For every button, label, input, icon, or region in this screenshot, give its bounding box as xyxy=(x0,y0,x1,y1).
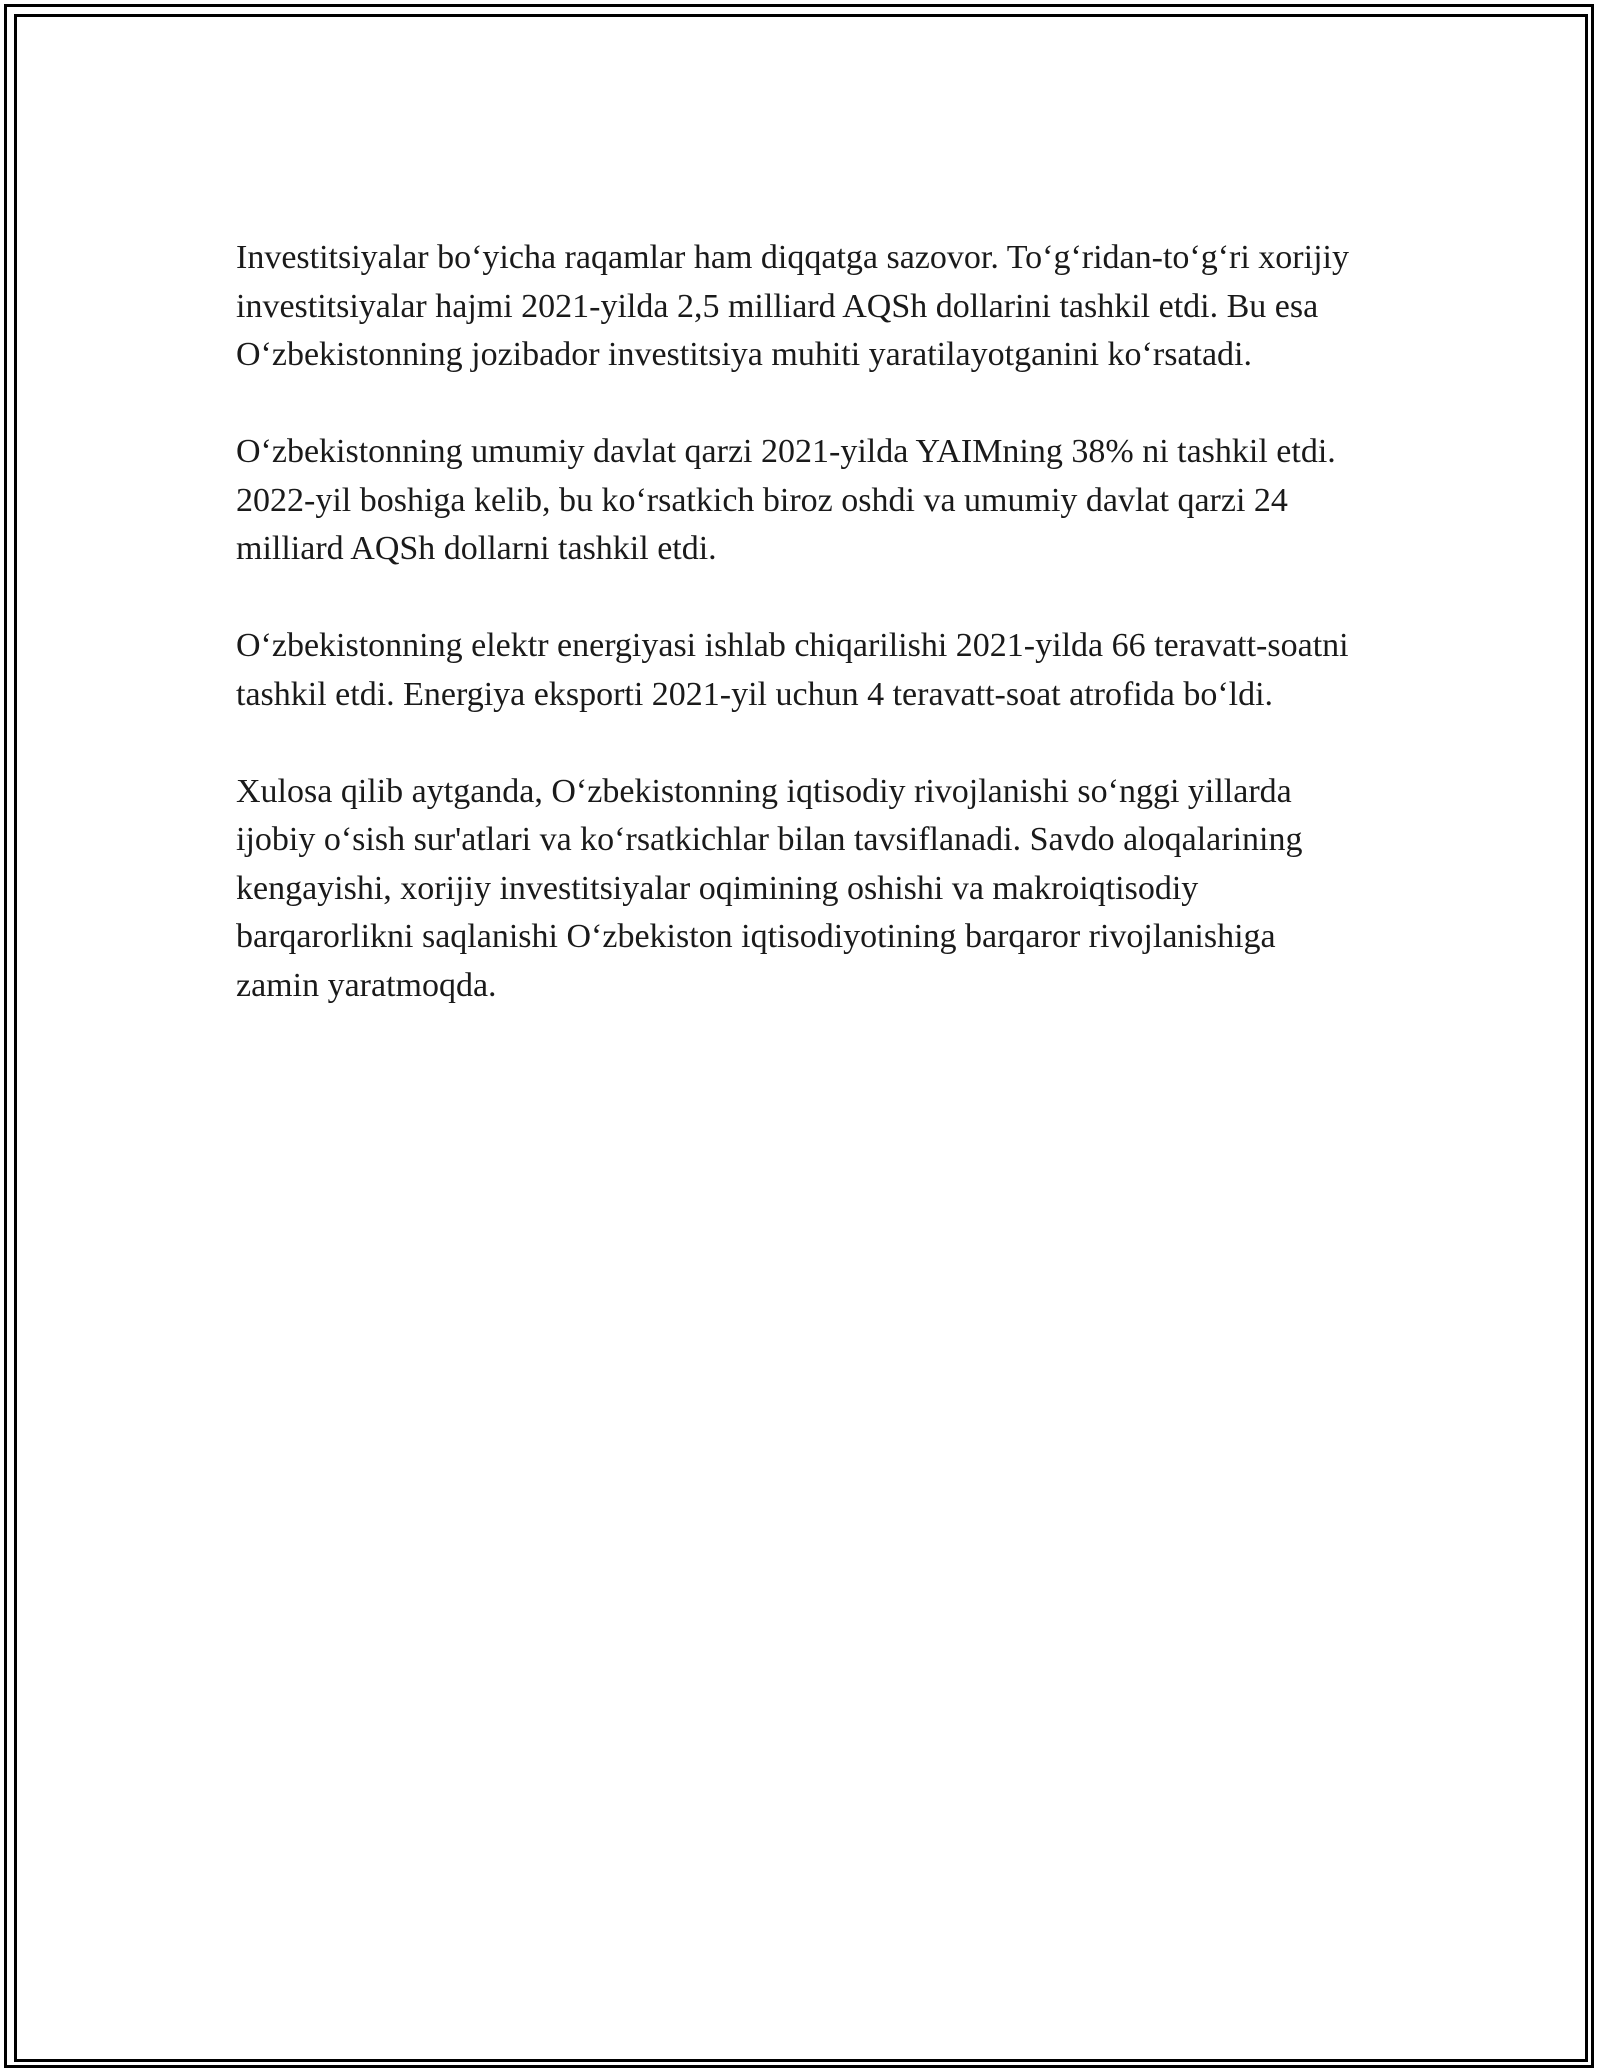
document-body xyxy=(236,234,1366,1059)
paragraph-public-debt: Oʻzbekistonning umumiy davlat qarzi 2021-yilda YAIMning 38% ni tashkil etdi. 2022-yil boshiga kelib, bu koʻrsatkich biroz oshdi va umumiy davlat qarzi 24 milliard AQSh dollarni tashkil etdi. xyxy=(236,433,1336,567)
paragraph-investments: Investitsiyalar boʻyicha raqamlar ham diqqatga sazovor. Toʻgʻridan-toʻgʻri xorijiy investitsiyalar hajmi 2021-yilda 2,5 milliard AQSh dollarini tashkil etdi. Bu esa Oʻzbekistonning jozibador investitsiya muhiti yaratilayotganini koʻrsatadi. xyxy=(236,239,1349,373)
paragraph-electricity: Oʻzbekistonning elektr energiyasi ishlab chiqarilishi 2021-yilda 66 teravatt-soatni tashkil etdi. Energiya eksporti 2021-yil uchun 4 teravatt-soat atrofida boʻldi. xyxy=(236,627,1349,713)
paragraph-conclusion: Xulosa qilib aytganda, Oʻzbekistonning iqtisodiy rivojlanishi soʻnggi yillarda ijobiy oʻsish sur'atlari va koʻrsatkichlar bilan tavsiflanadi. Savdo aloqalarining kengayishi, xorijiy investitsiyalar oqimining oshishi va makroiqtisodiy barqarorlikni saqlanishi Oʻzbekiston iqtisodiyotining barqaror rivojlanishiga zamin yaratmoqda. xyxy=(236,772,1303,1004)
